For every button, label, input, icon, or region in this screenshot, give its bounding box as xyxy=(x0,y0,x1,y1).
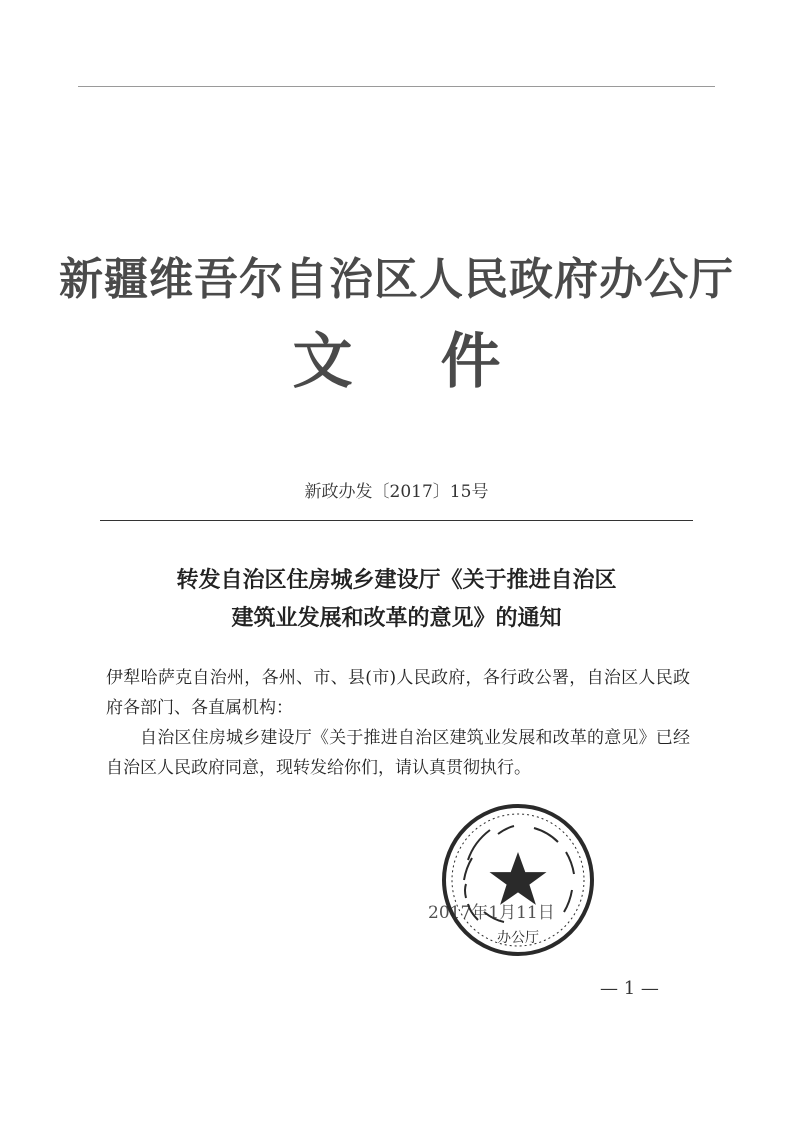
seal-bottom-text: 办公厅 xyxy=(497,930,539,946)
top-rule xyxy=(78,86,715,87)
title-line-2: 建筑业发展和改革的意见》的通知 xyxy=(231,605,562,631)
title-line-1: 转发自治区住房城乡建设厅《关于推进自治区 xyxy=(176,567,617,593)
official-seal-icon xyxy=(438,800,598,960)
document-label: 文件 xyxy=(292,327,589,397)
document-body xyxy=(106,663,690,783)
body-paragraph: 自治区住房城乡建设厅《关于推进自治区建筑业发展和改革的意见》已经自治区人民政府同意，现转发给你们，请认真贯彻执行。 xyxy=(106,728,690,778)
page-number: — 1 — xyxy=(600,978,659,999)
document-number: 新政办发〔2017〕15号 xyxy=(304,482,489,502)
issuer-name: 新疆维吾尔自治区人民政府办公厅 xyxy=(59,254,734,305)
separator-rule xyxy=(100,520,693,521)
seal-star-icon xyxy=(490,852,547,905)
addressees: 伊犁哈萨克自治州，各州、市、县(市)人民政府，各行政公署，自治区人民政府各部门、各直属机构： xyxy=(106,668,690,718)
issue-date: 2017年1月11日 xyxy=(428,903,555,923)
document-title xyxy=(100,561,693,637)
